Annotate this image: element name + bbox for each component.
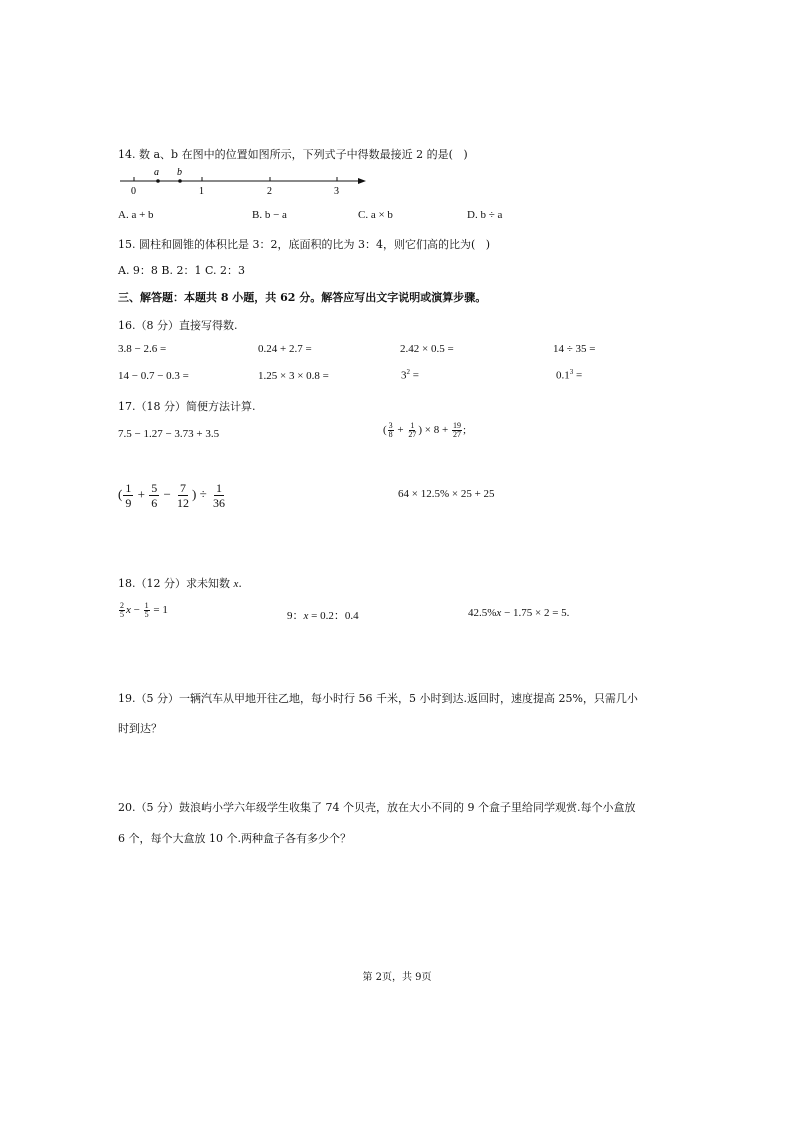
plus-sign: + bbox=[397, 424, 404, 437]
q16-item-7 bbox=[401, 368, 419, 382]
label-b: b bbox=[177, 167, 182, 178]
q17-stem: 17.（18 分）简便方法计算. bbox=[118, 400, 256, 413]
eq-part: = 0.2：0.4 bbox=[308, 610, 359, 622]
minus-sign: − bbox=[163, 486, 171, 502]
q16-item-7-base: 3 bbox=[401, 369, 407, 382]
eq-part: 42.5% bbox=[468, 607, 497, 619]
q16-item-7-eq: = bbox=[412, 369, 419, 382]
q20-line-1: 20.（5 分）鼓浪屿小学六年级学生收集了 74 个贝壳，放在大小不同的 9 个盒子里给同学观赏.每个小盒放 bbox=[118, 801, 636, 814]
q19-line-1: 19.（5 分）一辆汽车从甲地开往乙地，每小时行 56 千米，5 小时到达.返回时，速度提高 25%，只需几小 bbox=[118, 692, 638, 705]
variable-x: x bbox=[303, 610, 309, 622]
q17-expr-1: 7.5 − 1.27 − 3.73 + 3.5 bbox=[118, 428, 220, 440]
fraction: $\frac{19}{27}$ bbox=[452, 421, 461, 439]
fraction: $\frac{3}{8}$ bbox=[388, 421, 393, 439]
fraction: $\frac{2}{5}$ bbox=[120, 601, 124, 619]
paren-open: ( bbox=[118, 486, 123, 502]
q20-line-2: 6 个，每个大盒放 10 个.两种盒子各有多少个？ bbox=[118, 832, 351, 845]
q14-stem: 14. 数 a、b 在图中的位置如图所示，下列式子中得数最接近 2 的是( ) bbox=[118, 148, 468, 161]
q16-stem: 16.（8 分）直接写得数. bbox=[118, 319, 238, 332]
point-b bbox=[178, 179, 182, 183]
q16-item-5: 14 − 0.7 − 0.3 = bbox=[118, 370, 189, 382]
q19-line-2: 时到达？ bbox=[118, 722, 162, 735]
q18-stem bbox=[118, 575, 242, 591]
q18-variable: x bbox=[233, 578, 239, 590]
expr-part: ) ÷ bbox=[192, 486, 207, 502]
q17-expr-2 bbox=[383, 422, 466, 439]
q16-item-8 bbox=[556, 368, 582, 382]
equals-part: = 1 bbox=[153, 604, 168, 617]
fraction: $\frac{1}{9}$ bbox=[125, 481, 132, 510]
minus-sign: − bbox=[133, 604, 140, 617]
number-line-arrow bbox=[358, 178, 366, 184]
q16-item-8-base: 0.1 bbox=[556, 369, 570, 382]
paren-open: ( bbox=[383, 424, 387, 437]
q16-item-3: 2.42 × 0.5 = bbox=[400, 343, 454, 355]
q18-eq-3 bbox=[468, 607, 569, 619]
fraction: $\frac{1}{36}$ bbox=[213, 481, 225, 510]
eq-part: 9： bbox=[287, 610, 304, 622]
q15-stem: 15. 圆柱和圆锥的体积比是 3：2，底面积的比为 3：4，则它们高的比为( ) bbox=[118, 238, 491, 251]
q15-options[interactable]: A. 9：8 B. 2：1 C. 2：3 bbox=[118, 264, 246, 277]
label-a: a bbox=[154, 167, 159, 178]
q14-option-c[interactable]: C. a × b bbox=[358, 209, 393, 221]
tick-label-2: 2 bbox=[267, 186, 272, 197]
semicolon: ; bbox=[462, 424, 467, 437]
variable-x: x bbox=[126, 604, 131, 617]
plus-sign: + bbox=[137, 486, 145, 502]
fraction: $\frac{1}{27}$ bbox=[408, 421, 417, 439]
page-footer: 第 2页，共 9页 bbox=[362, 972, 432, 983]
q16-item-4: 14 ÷ 35 = bbox=[553, 343, 596, 355]
variable-x: x bbox=[496, 607, 502, 619]
point-a bbox=[156, 179, 160, 183]
tick-label-3: 3 bbox=[334, 186, 339, 197]
tick-label-1: 1 bbox=[199, 186, 204, 197]
q17-expr-3 bbox=[118, 481, 228, 510]
expr-part: ) × 8 + bbox=[418, 424, 449, 437]
q16-item-1: 3.8 − 2.6 = bbox=[118, 343, 167, 355]
q18-eq-2 bbox=[287, 607, 359, 623]
q17-expr-4: 64 × 12.5% × 25 + 25 bbox=[398, 488, 495, 500]
fraction: $\frac{5}{6}$ bbox=[151, 481, 158, 510]
number-line-figure bbox=[118, 163, 368, 197]
q18-stem-text: 18.（12 分）求未知数 bbox=[118, 577, 230, 590]
eq-part: − 1.75 × 2 = 5. bbox=[501, 607, 570, 619]
q16-item-6: 1.25 × 3 × 0.8 = bbox=[258, 370, 329, 382]
q14-option-a[interactable]: A. a + b bbox=[118, 209, 154, 221]
q14-option-b[interactable]: B. b − a bbox=[252, 209, 287, 221]
section-3-heading: 三、解答题：本题共 8 小题，共 62 分。解答应写出文字说明或演算步骤。 bbox=[118, 291, 487, 304]
q18-period: . bbox=[238, 577, 242, 590]
q14-option-d[interactable]: D. b ÷ a bbox=[467, 209, 503, 221]
fraction: $\frac{7}{12}$ bbox=[177, 481, 190, 510]
q16-item-2: 0.24 + 2.7 = bbox=[258, 343, 312, 355]
q16-item-8-exp: 3 bbox=[569, 368, 574, 376]
tick-label-0: 0 bbox=[131, 186, 136, 197]
q16-item-7-exp: 2 bbox=[406, 368, 410, 376]
q16-item-8-eq: = bbox=[576, 369, 583, 382]
q18-eq-1 bbox=[118, 602, 168, 619]
fraction: $\frac{1}{5}$ bbox=[144, 601, 149, 619]
